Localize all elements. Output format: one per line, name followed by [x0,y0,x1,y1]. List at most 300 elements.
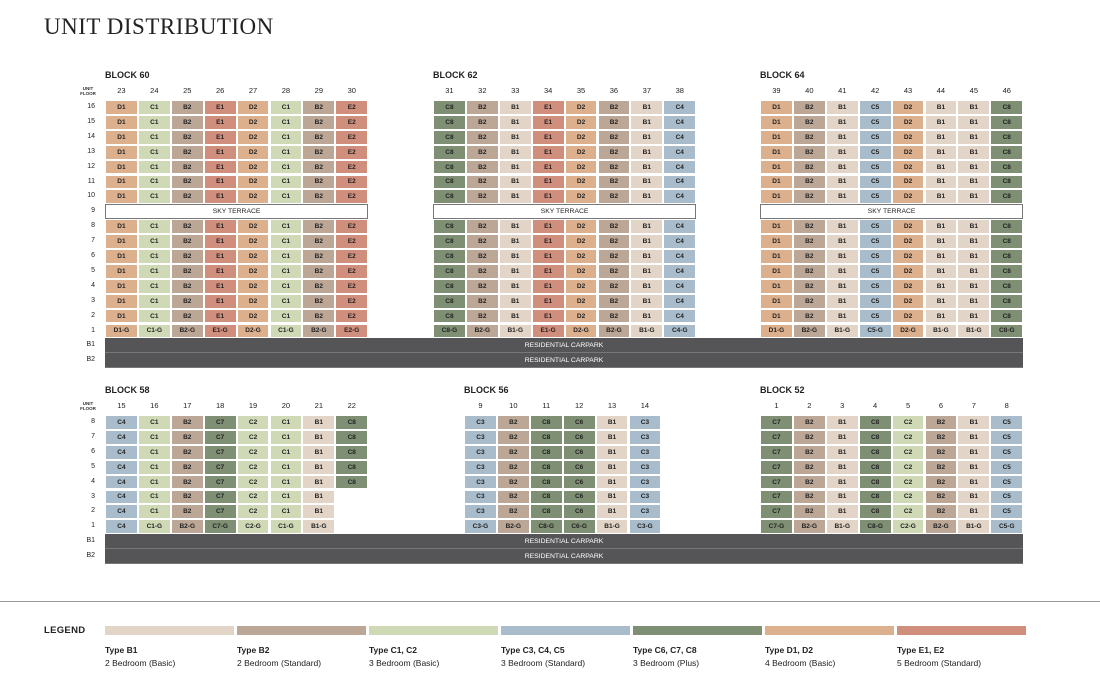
unit-cell: C2 [237,415,270,430]
unit-cell: B1 [826,115,859,130]
unit-cell: B1 [957,294,990,309]
unit-cell: D1 [105,175,138,190]
unit-cell: B1 [826,219,859,234]
unit-cell: B2 [793,415,826,430]
unit-cell: C3 [629,415,662,430]
unit-cell: B2 [598,294,631,309]
floor-label: 13 [87,147,95,155]
unit-cell: E2 [335,145,368,160]
unit-cell: B2 [466,130,499,145]
unit-cell: C5 [859,234,892,249]
unit-cell: C6 [563,490,596,505]
unit-column-header: 32 [478,86,487,95]
unit-cell: B2 [466,100,499,115]
unit-cell: B2 [925,460,958,475]
unit-cell: D2 [565,130,598,145]
unit-cell: B2 [793,234,826,249]
unit-cell: B1-G [630,324,663,339]
floor-label: 11 [87,177,95,185]
unit-cell: E1 [204,160,237,175]
unit-cell: D2 [237,234,270,249]
unit-cell: C5 [990,430,1023,445]
unit-cell: B1 [302,445,335,460]
unit-cell: C8 [859,430,892,445]
unit-cell: C1 [138,279,171,294]
unit-cell: C8 [990,145,1023,160]
unit-cell: D1 [105,189,138,204]
unit-cell: B1 [826,475,859,490]
unit-cell: B2 [171,264,204,279]
unit-cell: B2 [302,115,335,130]
unit-cell: C4 [663,264,696,279]
unit-cell: D2 [565,249,598,264]
unit-cell: B1 [630,160,663,175]
unit-cell: B2 [793,460,826,475]
unit-cell: C1 [138,294,171,309]
unit-cell: B2 [466,219,499,234]
unit-cell: C3 [464,460,497,475]
unit-cell: B2 [925,475,958,490]
unit-column-header: 25 [183,86,192,95]
unit-cell: C5 [859,294,892,309]
unit-cell: C7 [760,504,793,519]
unit-cell: B1 [630,145,663,160]
unit-cell: B2 [497,475,530,490]
unit-cell: D1 [760,189,793,204]
unit-cell: B2 [302,309,335,324]
unit-cell: C8 [990,175,1023,190]
unit-column-header: 19 [248,401,258,410]
unit-cell: B2 [171,175,204,190]
unit-cell: C1 [270,175,303,190]
unit-cell: B2 [598,175,631,190]
unit-cell: E1 [532,249,565,264]
unit-column-header: 21 [314,401,323,410]
unit-cell: B1 [925,130,958,145]
unit-cell: E1 [532,189,565,204]
unit-cell: C8 [433,130,466,145]
unit-cell: D2 [237,264,270,279]
unit-cell: B2 [925,445,958,460]
unit-cell: C1 [138,219,171,234]
unit-cell: C7 [760,490,793,505]
unit-column-header: 30 [347,86,356,95]
floor-label: 4 [91,477,95,485]
block-title: BLOCK 52 [760,385,805,395]
unit-cell: D2 [565,100,598,115]
unit-cell: B1 [630,189,663,204]
unit-cell: B1 [957,445,990,460]
unit-cell: B1 [499,115,532,130]
unit-cell: C1 [138,249,171,264]
unit-cell: B2 [598,279,631,294]
unit-cell: D2 [237,189,270,204]
unit-cell: D1 [105,115,138,130]
unit-cell: D1 [760,145,793,160]
unit-cell: B2 [171,130,204,145]
unit-cell: B1 [826,175,859,190]
unit-cell: C8 [859,415,892,430]
unit-cell: B2 [793,100,826,115]
unit-cell: B1 [499,309,532,324]
unit-cell: C1 [270,130,303,145]
unit-floor-label-text: UNIT [82,401,94,406]
unit-cell: C4 [663,309,696,324]
unit-cell: C5 [859,130,892,145]
legend-type-label: Type D1, D2 [765,645,814,655]
unit-cell: B2 [171,415,204,430]
unit-cell: B1 [826,234,859,249]
unit-cell: B2 [925,504,958,519]
unit-cell: B1 [630,115,663,130]
unit-floor-label-text: UNIT [82,86,94,91]
unit-cell: B2 [466,309,499,324]
unit-cell: C1 [270,234,303,249]
legend-swatch [369,626,498,635]
unit-cell: B2 [302,130,335,145]
unit-cell: B2 [598,189,631,204]
unit-cell: B1-G [826,324,859,339]
unit-cell: B1 [630,264,663,279]
unit-cell: D1 [760,100,793,115]
unit-cell: C4 [663,279,696,294]
unit-cell: C1 [270,460,303,475]
unit-column-header: 26 [215,86,225,95]
unit-column-header: 10 [509,401,518,410]
unit-cell: B2 [497,430,530,445]
unit-column-header: 22 [347,401,356,410]
unit-cell: C3 [629,430,662,445]
unit-cell: C6 [563,430,596,445]
unit-cell: B2 [793,264,826,279]
unit-cell: D1 [760,309,793,324]
unit-cell: B1 [957,234,990,249]
unit-cell: B1 [826,309,859,324]
unit-cell: D1 [105,100,138,115]
unit-cell: D2 [892,309,925,324]
unit-cell: C8-G [530,519,563,534]
legend-description: 2 Bedroom (Standard) [237,658,322,668]
unit-column-header: 28 [281,86,291,95]
unit-column-header: 37 [642,86,651,95]
unit-cell: B2 [598,249,631,264]
unit-cell: C5 [859,100,892,115]
unit-cell: C8 [530,430,563,445]
unit-cell: D2 [565,219,598,234]
unit-cell: B1 [302,475,335,490]
unit-cell: C8 [530,445,563,460]
floor-label: 5 [91,462,95,470]
unit-cell: D2 [237,115,270,130]
unit-cell: C8 [335,460,368,475]
unit-cell: B2 [497,415,530,430]
unit-cell: B1 [826,100,859,115]
unit-cell: C1 [138,189,171,204]
unit-cell: B1 [499,160,532,175]
unit-cell: D1-G [760,324,793,339]
unit-cell: C8 [335,415,368,430]
unit-cell: B2 [497,445,530,460]
unit-cell: D1 [760,234,793,249]
unit-cell: B2 [302,234,335,249]
unit-cell: B2 [171,294,204,309]
floor-label: 7 [91,432,95,440]
unit-cell: C1-G [138,324,171,339]
unit-cell: B1 [925,264,958,279]
unit-cell: C1-G [270,324,303,339]
unit-cell: D1 [760,249,793,264]
unit-cell: B1 [499,234,532,249]
unit-cell: B1 [957,475,990,490]
unit-cell: C4 [105,519,138,534]
unit-cell: B1 [826,490,859,505]
unit-cell: B1 [925,175,958,190]
unit-cell: C5-G [990,519,1023,534]
unit-cell: C8 [859,460,892,475]
unit-cell: B1 [957,160,990,175]
unit-cell: B1 [957,115,990,130]
unit-column-header: 11 [542,401,551,410]
unit-cell: B2 [302,294,335,309]
unit-cell: E1 [532,145,565,160]
unit-cell: B1 [302,490,335,505]
unit-cell: D2 [892,115,925,130]
unit-cell: C1 [270,264,303,279]
unit-cell: B2 [497,504,530,519]
unit-cell: B1 [499,175,532,190]
unit-cell: B1 [925,309,958,324]
unit-cell: C5 [859,160,892,175]
unit-cell: B1 [596,460,629,475]
unit-cell: B2 [793,189,826,204]
unit-cell: C3 [464,475,497,490]
unit-cell: C1 [138,160,171,175]
unit-cell: D1 [105,145,138,160]
unit-column-header: 29 [314,86,323,95]
unit-cell: C8 [433,249,466,264]
unit-cell: C4 [663,145,696,160]
unit-cell: C2 [237,504,270,519]
unit-cell: C8-G [433,324,466,339]
unit-cell: C8 [990,234,1023,249]
unit-cell: C2 [892,430,925,445]
unit-cell: C8 [990,219,1023,234]
unit-cell: C8 [990,115,1023,130]
unit-cell: C8 [859,475,892,490]
unit-cell: C8 [530,415,563,430]
sky-terrace: SKY TERRACE [105,204,368,219]
unit-cell: B2 [466,264,499,279]
floor-label: 1 [91,326,95,334]
unit-cell: C1-G [138,519,171,534]
unit-cell: B1 [630,175,663,190]
unit-column-header: 2 [807,401,812,410]
unit-cell: C6 [563,475,596,490]
unit-cell: B1 [596,445,629,460]
unit-cell: B2 [171,490,204,505]
unit-cell: C6-G [563,519,596,534]
unit-cell: C1 [138,430,171,445]
unit-cell: C1 [270,115,303,130]
unit-cell: E2 [335,115,368,130]
unit-cell: B2 [466,189,499,204]
unit-cell: C1 [138,475,171,490]
unit-cell: B2 [925,490,958,505]
unit-cell: C6 [563,504,596,519]
unit-cell: C4 [663,175,696,190]
unit-cell: C8 [859,445,892,460]
unit-cell: C7 [760,460,793,475]
floor-label: 8 [91,418,95,425]
unit-cell: D2-G [565,324,598,339]
unit-cell: B2 [466,279,499,294]
unit-cell: B1 [302,430,335,445]
unit-cell: C1 [138,130,171,145]
unit-cell: D2 [565,115,598,130]
unit-cell: C4 [105,460,138,475]
legend-type-label: Type E1, E2 [897,645,945,655]
unit-cell: B1 [925,100,958,115]
unit-cell: C1 [270,430,303,445]
unit-cell: B1 [302,504,335,519]
unit-cell: D2 [565,309,598,324]
unit-column-header: 5 [905,401,911,410]
unit-cell: B2 [302,279,335,294]
unit-column-header: 34 [543,86,553,95]
unit-cell: E1 [204,279,237,294]
floor-label: 7 [91,237,95,245]
unit-cell: C3 [464,490,497,505]
unit-cell: B2 [171,234,204,249]
unit-cell: B1 [957,490,990,505]
unit-cell: B1-G [826,519,859,534]
unit-cell: C3 [629,460,662,475]
unit-cell: C4 [663,115,696,130]
unit-cell: B1 [826,460,859,475]
unit-column-header: 24 [150,86,159,95]
residential-carpark: RESIDENTIAL CARPARK [105,353,1023,368]
floor-label: 10 [87,192,95,200]
unit-cell: D1 [105,234,138,249]
legend-type-label: Type C1, C2 [369,645,418,655]
unit-cell: C7 [204,475,237,490]
unit-cell: C1 [270,219,303,234]
unit-cell: C1 [270,504,303,519]
unit-cell: B1 [499,264,532,279]
unit-cell: B2 [497,460,530,475]
unit-cell: B2 [793,430,826,445]
legend-description: 3 Bedroom (Standard) [501,658,586,668]
unit-cell: C3 [629,475,662,490]
unit-cell: B1 [957,415,990,430]
unit-cell: B2-G [793,324,826,339]
unit-cell: B2 [598,100,631,115]
unit-cell: B1 [957,460,990,475]
unit-cell: B1 [826,264,859,279]
unit-cell: C4 [663,160,696,175]
unit-cell: C6 [563,445,596,460]
unit-cell: D2 [237,160,270,175]
unit-cell: C8-G [990,324,1023,339]
unit-cell: B2 [171,279,204,294]
unit-cell: C4 [663,249,696,264]
unit-cell: D2 [892,219,925,234]
legend-description: 3 Bedroom (Plus) [633,658,700,668]
unit-cell: E2-G [335,324,368,339]
unit-cell: B2 [302,160,335,175]
unit-cell: C4 [105,475,138,490]
unit-cell: D1 [760,160,793,175]
unit-cell: C5 [990,504,1023,519]
unit-cell: B2 [466,160,499,175]
unit-cell: D2 [892,189,925,204]
unit-cell: D1 [105,160,138,175]
unit-cell: B1 [957,130,990,145]
unit-cell: C4 [663,100,696,115]
unit-column-header: 9 [478,401,483,410]
unit-cell: B2 [598,115,631,130]
unit-column-header: 44 [936,86,946,95]
unit-cell: B2 [171,504,204,519]
unit-cell: C5 [859,249,892,264]
unit-cell: B2 [793,160,826,175]
unit-cell: B2 [171,189,204,204]
unit-cell: C8 [433,175,466,190]
unit-cell: B1 [826,430,859,445]
unit-cell: D1 [760,175,793,190]
unit-cell: C8 [530,490,563,505]
unit-cell: C3 [464,430,497,445]
unit-cell: D2 [892,130,925,145]
unit-cell: C3 [629,490,662,505]
legend-type-label: Type C3, C4, C5 [501,645,565,655]
block-title: BLOCK 58 [105,385,150,395]
unit-cell: B2 [793,219,826,234]
unit-cell: B2 [466,294,499,309]
unit-cell: C8 [433,264,466,279]
unit-cell: C1 [138,309,171,324]
unit-cell: C1 [138,504,171,519]
floor-label: 5 [91,266,95,274]
legend-type-label: Type B2 [237,645,270,655]
unit-cell: C5 [859,175,892,190]
unit-cell: B1 [957,219,990,234]
unit-cell: C5 [990,445,1023,460]
unit-column-header: 45 [969,86,978,95]
unit-floor-label-text: FLOOR [80,406,96,411]
unit-cell: D2-G [892,324,925,339]
unit-cell: B2-G [598,324,631,339]
floor-label: 2 [91,507,95,515]
unit-cell: C6 [563,415,596,430]
page-title: UNIT DISTRIBUTION [44,14,274,39]
unit-cell: B2 [302,175,335,190]
unit-cell: C8 [990,130,1023,145]
unit-cell: C2 [892,475,925,490]
unit-cell: D1 [105,294,138,309]
floor-label: B2 [86,552,95,560]
unit-cell: B1 [925,189,958,204]
unit-cell: C5 [990,490,1023,505]
unit-cell: C7 [204,415,237,430]
unit-cell: C8 [335,430,368,445]
unit-cell: B2 [302,249,335,264]
unit-cell: C1 [270,415,303,430]
unit-cell: C2-G [892,519,925,534]
unit-cell: B2-G [793,519,826,534]
floor-label: B1 [86,341,95,349]
unit-cell: C4 [105,430,138,445]
